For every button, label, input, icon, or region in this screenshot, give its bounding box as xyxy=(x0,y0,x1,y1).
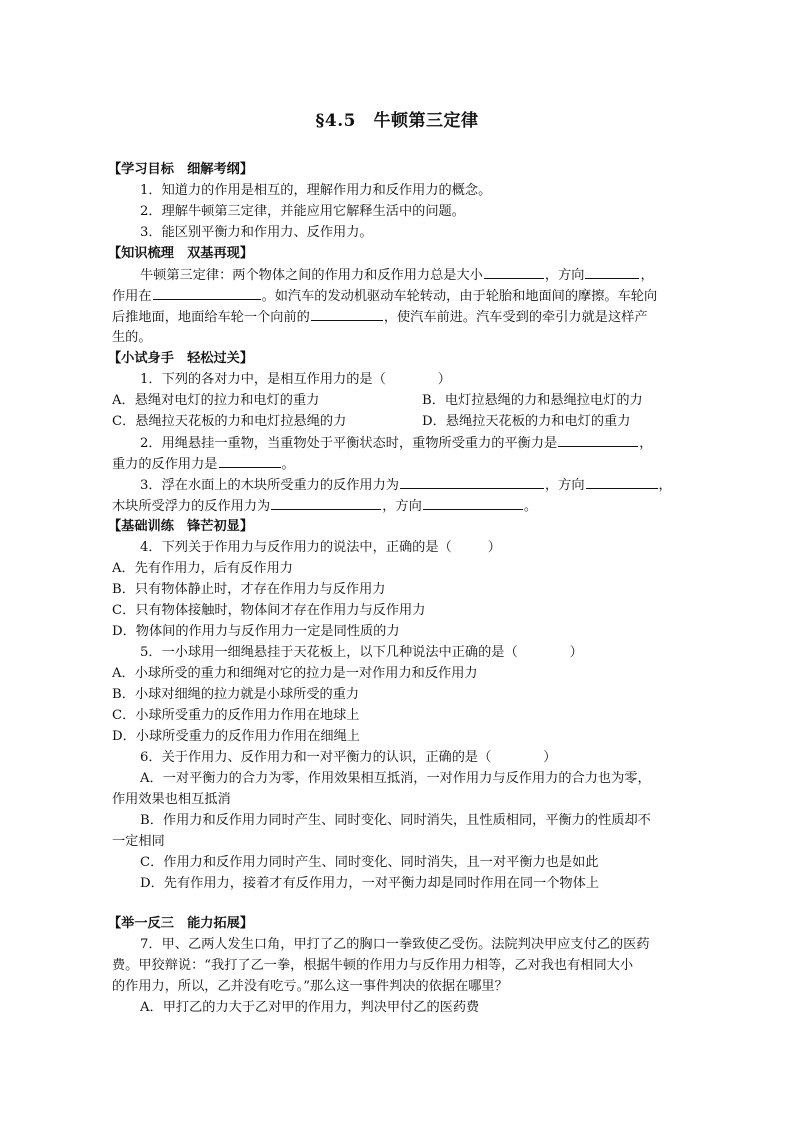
text: ， xyxy=(639,436,653,451)
question-3 xyxy=(140,475,684,495)
text: 后推地面，地面给车轮一个向前的 xyxy=(112,310,310,325)
text: 木块所受浮力的反作用力为 xyxy=(112,499,271,514)
fill-blank[interactable] xyxy=(311,307,383,321)
text: ，使汽车前进。汽车受到的牵引力就是这样产 xyxy=(383,310,648,325)
q4-option-b: B．只有物体静止时，才存在作用力与反作用力 xyxy=(112,582,386,597)
fill-blank[interactable] xyxy=(423,496,523,510)
question-1-options-ab xyxy=(112,391,684,411)
question-7-line-2: 费。甲狡辩说：“我打了乙一拳，根据牛顿的作用力与反作用力相等，乙对我也有相同大小 xyxy=(112,958,634,973)
goal-1: 1．知道力的作用是相互的，理解作用力和反作用力的概念。 xyxy=(140,183,492,198)
fill-blank[interactable] xyxy=(400,475,544,489)
q5-option-a: A．小球所受的重力和细绳对它的拉力是一对作用力和反作用力 xyxy=(112,666,478,681)
fill-blank[interactable] xyxy=(153,286,261,300)
goal-2: 2．理解牛顿第三定律，并能应用它解释生活中的问题。 xyxy=(140,204,465,219)
q6-option-c: C．作用力和反作用力同时产生、同时变化、同时消失，且一对平衡力也是如此 xyxy=(140,855,599,870)
q6-option-b-line-2: 一定相同 xyxy=(112,834,165,849)
text: ，方向 xyxy=(544,478,585,493)
text: 。 xyxy=(523,499,537,514)
text: 重力的反作用力是 xyxy=(112,457,218,472)
section-heading-extend: 【举一反三 能力拓展】 xyxy=(108,916,254,931)
fill-blank[interactable] xyxy=(586,475,658,489)
knowledge-line-1 xyxy=(140,265,684,285)
q5-option-c: C．小球所受重力的反作用力作用在地球上 xyxy=(112,708,360,723)
text: 牛顿第三定律：两个物体之间的作用力和反作用力总是大小 xyxy=(140,268,483,283)
text: ， xyxy=(658,478,672,493)
section-heading-basic: 【基础训练 锋芒初显】 xyxy=(108,519,254,534)
text: 6．关于作用力、反作用力和一对平衡力的认识，正确的是（ xyxy=(140,750,492,765)
q6-option-d: D．先有作用力，接着才有反作用力，一对平衡力却是同时作用在同一个物体上 xyxy=(140,876,599,891)
fill-blank[interactable] xyxy=(585,265,639,279)
text: ） xyxy=(543,750,557,765)
q4-option-d: D．物体间的作用力与反作用力一定是同性质的力 xyxy=(112,624,400,639)
option-a: A．悬绳对电灯的拉力和电灯的重力 xyxy=(112,393,320,408)
knowledge-line-3 xyxy=(112,307,684,327)
question-1 xyxy=(140,370,684,390)
section-heading-quiz: 【小试身手 轻松过关】 xyxy=(108,351,254,366)
text: 5．一小球用一细绳悬挂于天花板上，以下几种说法中正确的是（ xyxy=(140,645,518,660)
text: 作用在 xyxy=(112,289,152,304)
text: ） xyxy=(487,540,501,555)
q7-option-a: A．甲打乙的力大于乙对甲的作用力，判决甲付乙的医药费 xyxy=(140,1000,480,1015)
fill-blank[interactable] xyxy=(271,496,381,510)
question-2 xyxy=(140,433,684,453)
text: 1．下列的各对力中，是相互作用力的是（ xyxy=(140,372,386,387)
knowledge-line-2 xyxy=(112,286,684,306)
fill-blank[interactable] xyxy=(484,265,544,279)
text: ， xyxy=(640,268,654,283)
text: 3．浮在水面上的木块所受重力的反作用力为 xyxy=(140,478,399,493)
question-7-line-1: 7．甲、乙两人发生口角，甲打了乙的胸口一拳致使乙受伤。法院判决甲应支付乙的医药 xyxy=(140,937,650,952)
q6-option-a-line-2: 作用效果也相互抵消 xyxy=(112,792,231,807)
q4-option-a: A．先有作用力，后有反作用力 xyxy=(112,561,293,576)
q6-option-b-line-1: B．作用力和反作用力同时产生、同时变化、同时消失，且性质相同，平衡力的性质却不 xyxy=(140,813,651,828)
q4-option-c: C．只有物体接触时，物体间才存在作用力与反作用力 xyxy=(112,603,426,618)
fill-blank[interactable] xyxy=(219,454,281,468)
fill-blank[interactable] xyxy=(558,433,638,447)
question-4 xyxy=(140,538,684,558)
question-5 xyxy=(140,643,684,663)
text: 。 xyxy=(281,457,295,472)
option-c: C．悬绳拉天花板的力和电灯拉悬绳的力 xyxy=(112,414,347,429)
text: 4．下列关于作用力与反作用力的说法中，正确的是（ xyxy=(140,540,452,555)
text: ） xyxy=(569,645,583,660)
text: ，方向 xyxy=(544,268,585,283)
text: ） xyxy=(437,372,451,387)
option-b: B．电灯拉悬绳的力和悬绳拉电灯的力 xyxy=(422,393,643,408)
knowledge-line-4: 生的。 xyxy=(112,330,152,345)
option-d: D．悬绳拉天花板的力和电灯的重力 xyxy=(422,414,631,429)
q5-option-b: B．小球对细绳的拉力就是小球所受的重力 xyxy=(112,687,360,702)
question-7-line-3: 的作用力，所以，乙并没有吃亏。”那么这一事件判决的依据在哪里？ xyxy=(112,979,508,994)
text: 2．用绳悬挂一重物，当重物处于平衡状态时，重物所受重力的平衡力是 xyxy=(140,436,558,451)
question-1-options-cd xyxy=(112,412,684,432)
question-6 xyxy=(140,748,684,768)
section-heading-goals: 【学习目标 细解考纲】 xyxy=(108,162,254,177)
q5-option-d: D．小球所受重力的反作用力作用在细绳上 xyxy=(112,729,360,744)
question-3-cont xyxy=(112,496,684,516)
q6-option-a-line-1: A．一对平衡力的合力为零，作用效果相互抵消，一对作用力与反作用力的合力也为零， xyxy=(140,771,651,786)
page-title: §4.5 牛顿第三定律 xyxy=(315,111,479,131)
goal-3: 3．能区别平衡力和作用力、反作用力。 xyxy=(140,225,373,240)
section-heading-knowledge: 【知识梳理 双基再现】 xyxy=(108,246,254,261)
question-2-cont xyxy=(112,454,684,474)
text: ，方向 xyxy=(382,499,422,514)
text: 。如汽车的发动机驱动车轮转动，由于轮胎和地面间的摩擦。车轮向 xyxy=(261,289,658,304)
